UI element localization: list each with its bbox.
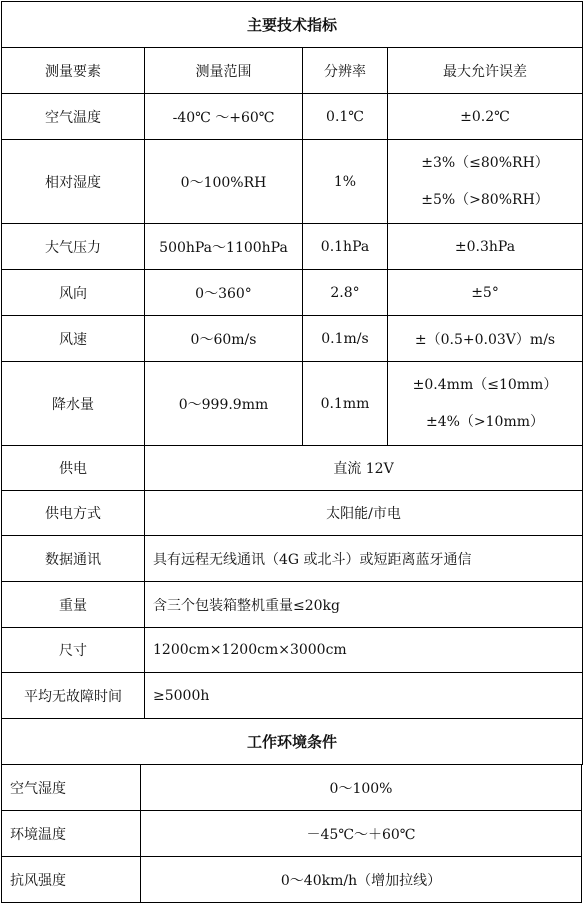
env-row (2, 857, 582, 903)
error-cell (388, 140, 583, 224)
range-cell: 0～60m/s (145, 316, 303, 362)
env-label: 空气湿度 (2, 765, 141, 811)
spec-sheet (1, 1, 582, 898)
header-cell: 最大允许误差 (388, 48, 583, 94)
range-cell: 0～360° (145, 270, 303, 316)
error-cell: ±0.2℃ (388, 94, 583, 140)
resolution-cell: 0.1m/s (303, 316, 388, 362)
spec-value: 含三个包装箱整机重量≤20kg (145, 582, 583, 628)
range-cell: 0～999.9mm (145, 362, 303, 446)
table-row (2, 224, 583, 270)
spec-label: 尺寸 (2, 628, 145, 673)
env-label: 环境温度 (2, 811, 141, 857)
range-cell: 0～100%RH (145, 140, 303, 224)
element-cell: 空气温度 (2, 94, 145, 140)
header-cell: 测量要素 (2, 48, 145, 94)
header-row (2, 48, 583, 94)
spec-value: 1200cm×1200cm×3000cm (145, 628, 583, 673)
spec-value: ≥5000h (145, 673, 583, 719)
element-cell: 降水量 (2, 362, 145, 446)
error-line: ±4%（>10mm） (425, 413, 545, 430)
header-cell: 测量范围 (145, 48, 303, 94)
spec-value: 具有远程无线通讯（4G 或北斗）或短距离蓝牙通信 (145, 536, 583, 582)
env-table (1, 764, 582, 903)
spec-row (2, 446, 583, 491)
spec-label: 供电 (2, 446, 145, 491)
env-label: 抗风强度 (2, 857, 141, 903)
spec-label: 平均无故障时间 (2, 673, 145, 719)
spec-label: 供电方式 (2, 491, 145, 536)
spec-row (2, 536, 583, 582)
spec-row (2, 673, 583, 719)
env-value: 0～40km/h（增加拉线） (141, 857, 582, 903)
error-cell: ±5° (388, 270, 583, 316)
spec-value: 太阳能/市电 (145, 491, 583, 536)
spec-row (2, 491, 583, 536)
env-title: 工作环境条件 (2, 719, 583, 765)
main-title: 主要技术指标 (2, 2, 583, 48)
error-cell: ±0.3hPa (388, 224, 583, 270)
env-value: 0～100% (141, 765, 582, 811)
table-row (2, 362, 583, 446)
resolution-cell: 1% (303, 140, 388, 224)
env-value: －45℃～＋60℃ (141, 811, 582, 857)
table-row (2, 270, 583, 316)
range-cell: -40℃ ～+60℃ (145, 94, 303, 140)
header-cell: 分辨率 (303, 48, 388, 94)
element-cell: 大气压力 (2, 224, 145, 270)
element-cell: 相对湿度 (2, 140, 145, 224)
env-row (2, 811, 582, 857)
spec-label: 重量 (2, 582, 145, 628)
element-cell: 风速 (2, 316, 145, 362)
error-cell: ±（0.5+0.03V）m/s (388, 316, 583, 362)
resolution-cell: 2.8° (303, 270, 388, 316)
table-row (2, 140, 583, 224)
spec-label: 数据通讯 (2, 536, 145, 582)
spec-value: 直流 12V (145, 446, 583, 491)
spec-row (2, 582, 583, 628)
env-row (2, 765, 582, 811)
element-cell: 风向 (2, 270, 145, 316)
error-cell (388, 362, 583, 446)
error-line: ±3%（≤80%RH） (421, 154, 549, 171)
table-row (2, 94, 583, 140)
resolution-cell: 0.1℃ (303, 94, 388, 140)
error-line: ±5%（>80%RH） (421, 191, 549, 208)
resolution-cell: 0.1mm (303, 362, 388, 446)
range-cell: 500hPa～1100hPa (145, 224, 303, 270)
main-spec-table (1, 1, 583, 765)
error-line: ±0.4mm（≤10mm） (412, 376, 558, 393)
table-row (2, 316, 583, 362)
spec-row (2, 628, 583, 673)
resolution-cell: 0.1hPa (303, 224, 388, 270)
